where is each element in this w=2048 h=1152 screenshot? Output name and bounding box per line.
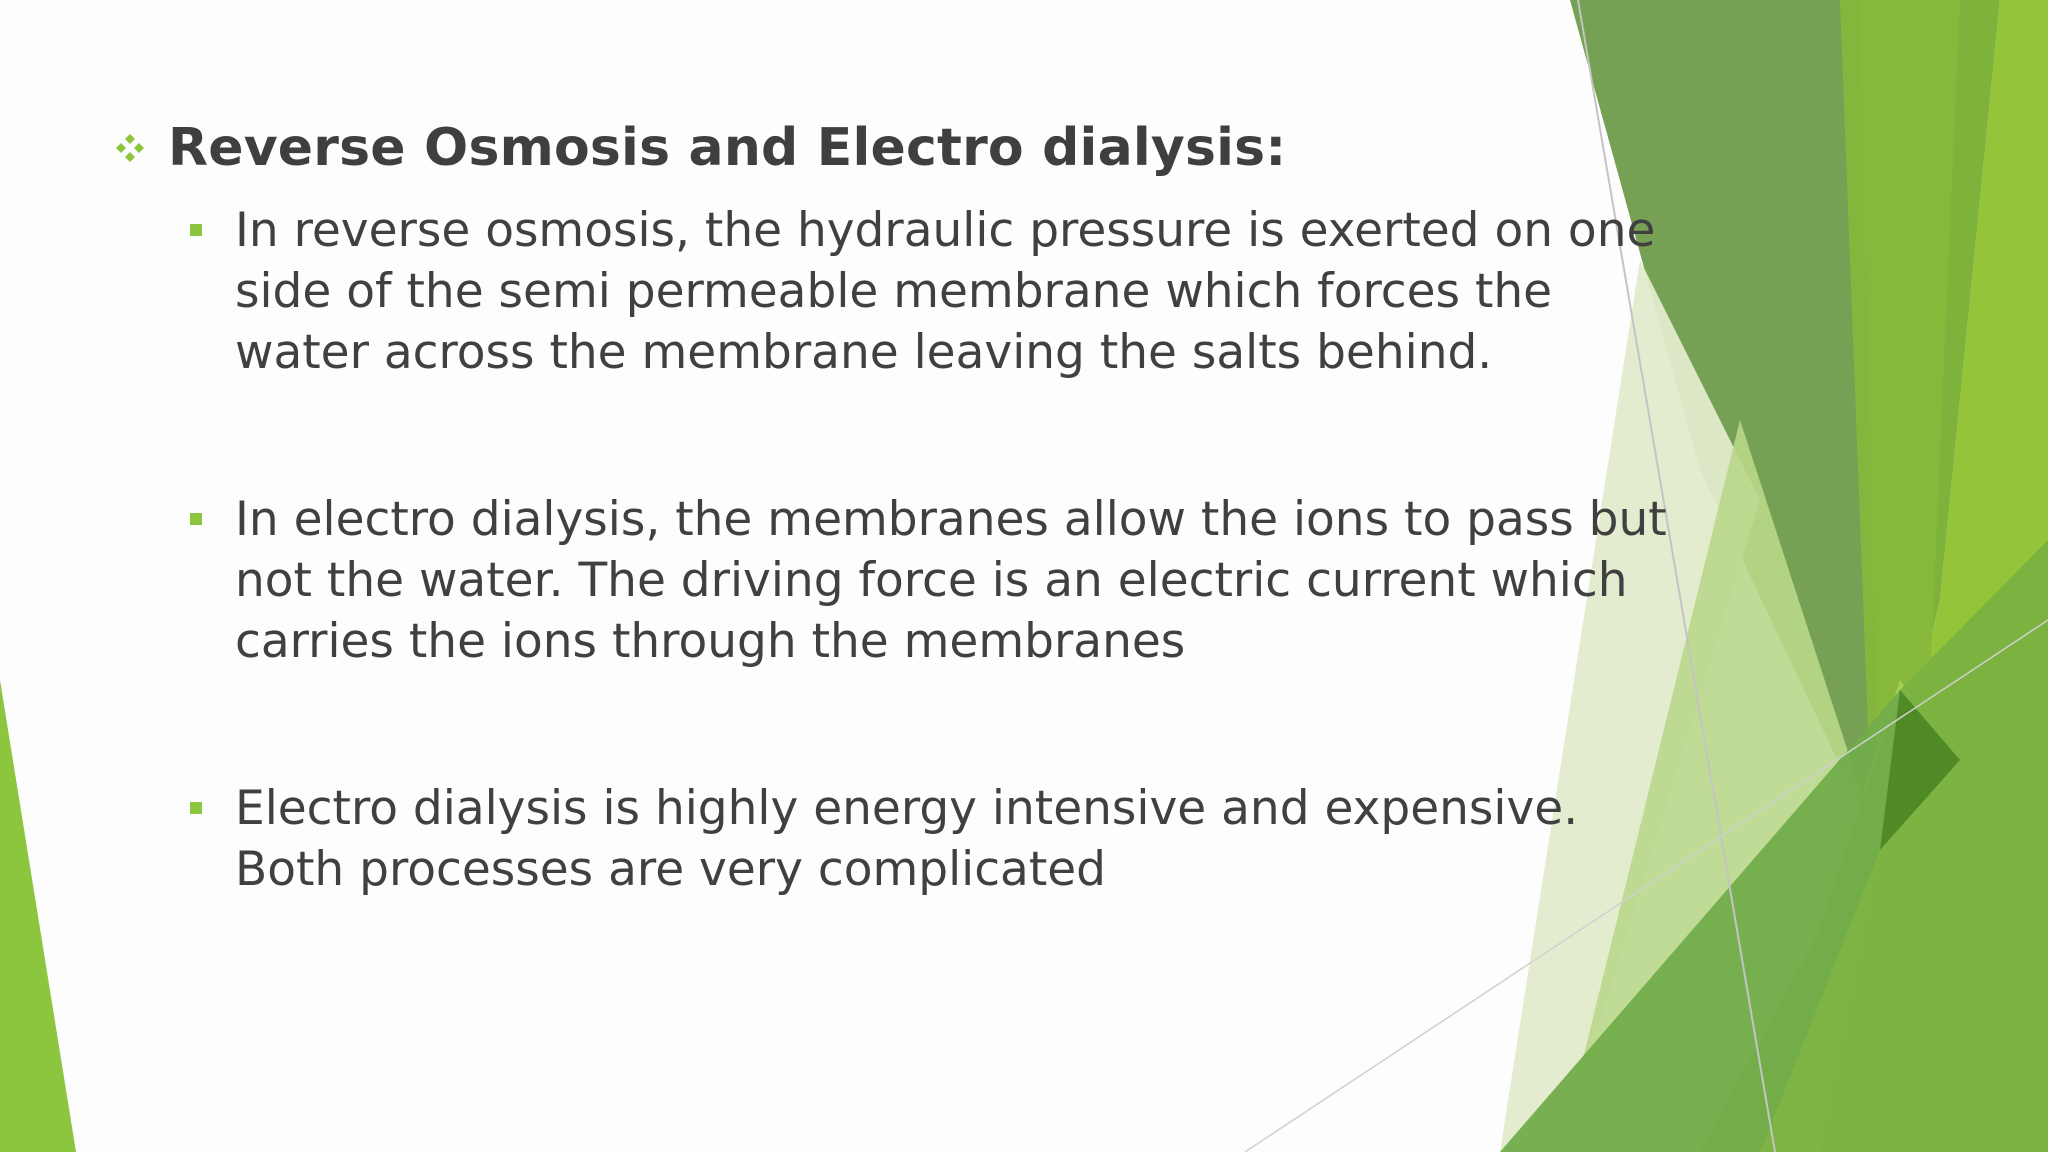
heading-row	[110, 118, 1610, 178]
bullet-item	[110, 200, 1695, 383]
slide-content	[110, 118, 1667, 900]
square-bullet-icon	[190, 802, 202, 814]
bullet-text: In reverse osmosis, the hydraulic pressure is exerted on one side of the semi permeable membrane which forces the water across the membrane leaving the salts behind.	[235, 203, 1656, 380]
bullet-text: In electro dialysis, the membranes allow the ions to pass but not the water. The driving force is an electric current which carries the ions through the membranes	[235, 492, 1667, 669]
four-diamond-bullet-icon	[110, 128, 150, 168]
bullet-item	[110, 778, 1695, 900]
square-bullet-icon	[190, 224, 202, 236]
bullet-item	[110, 489, 1695, 672]
square-bullet-icon	[190, 513, 202, 525]
bullet-text: Electro dialysis is highly energy intensive and expensive. Both processes are very complicated	[235, 781, 1579, 897]
slide-heading: Reverse Osmosis and Electro dialysis:	[168, 118, 1287, 178]
